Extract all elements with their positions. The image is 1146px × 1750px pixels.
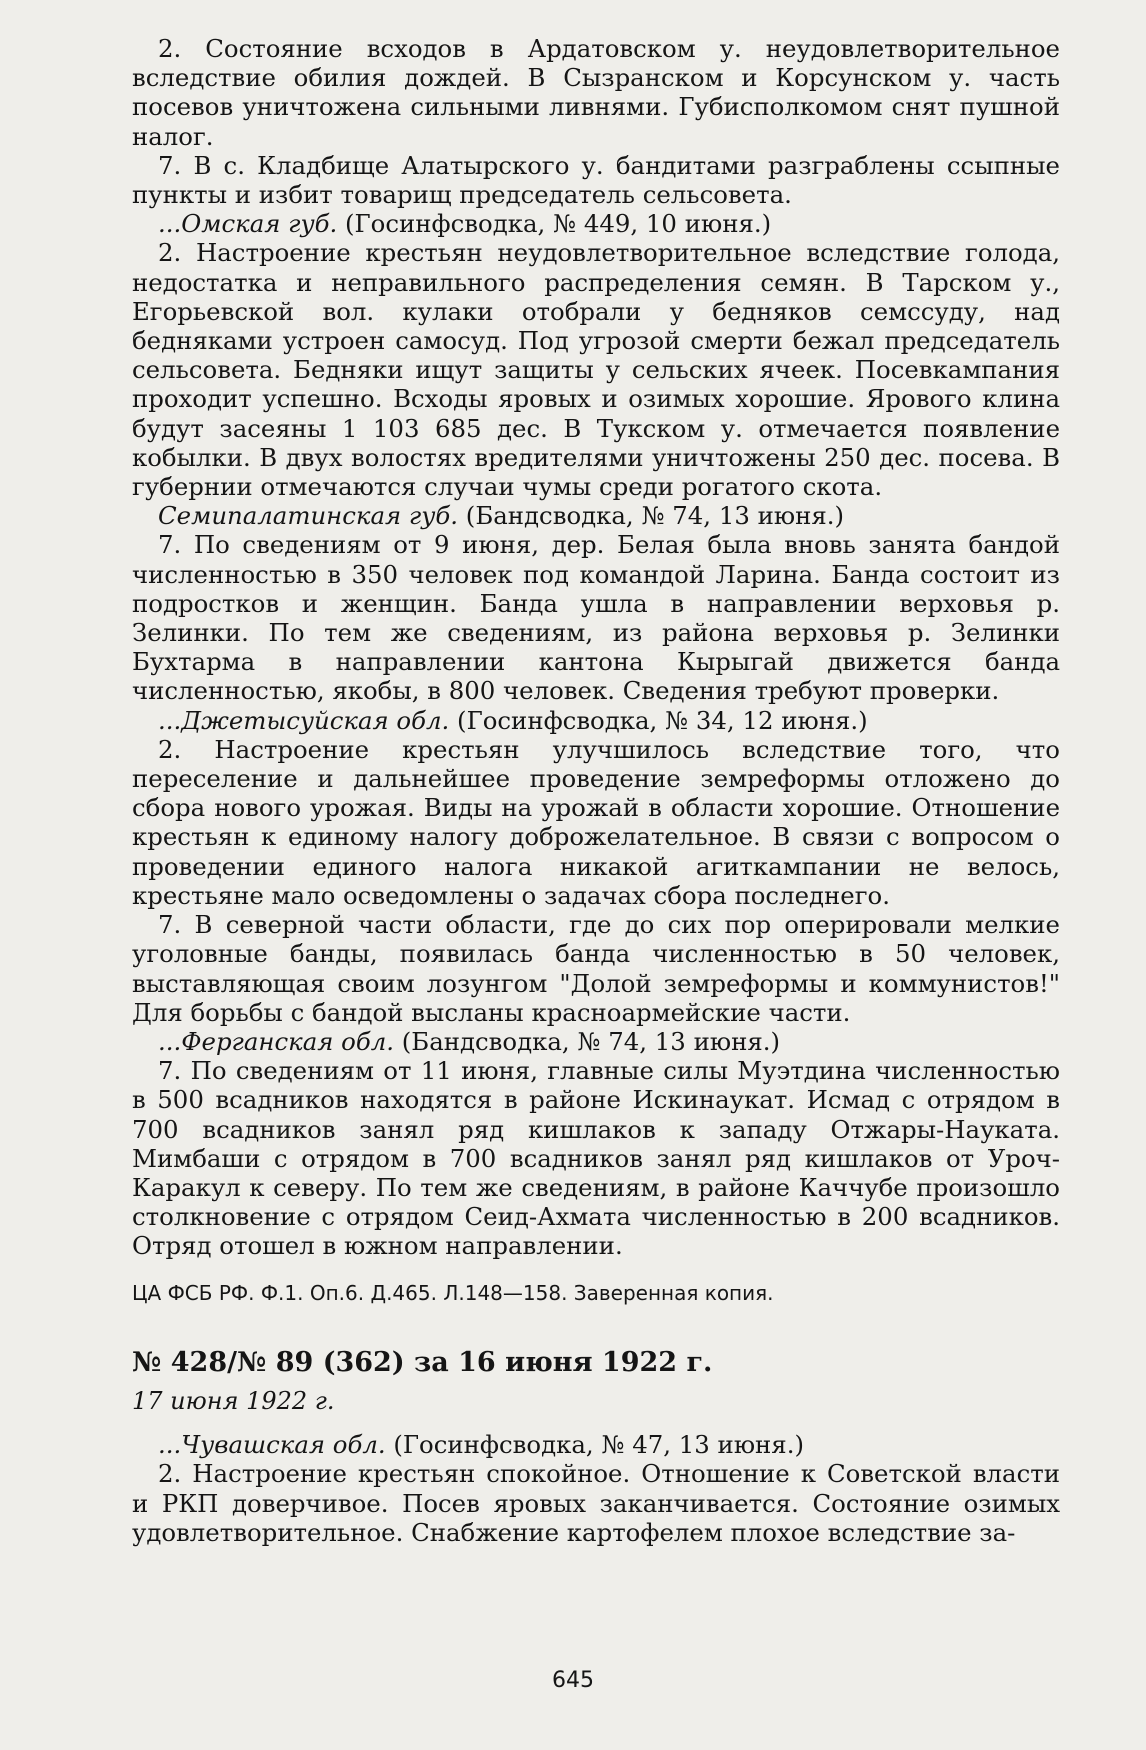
paragraph: 2. Состояние всходов в Ардатовском у. неудовлетворительное вследствие обилия дождей. В Сызранском и Корсунском у. часть посевов уничтожена сильными ливнями. Губисполкомом снят пушной налог. (132, 34, 1060, 151)
document-body (132, 34, 1060, 1261)
source-region: ...Ферганская обл. (158, 1026, 395, 1056)
source-line (132, 209, 1060, 238)
source-region: ...Чувашская обл. (158, 1430, 386, 1460)
source-region: ...Омская губ. (158, 209, 338, 239)
source-ref: (Госинфсводка, № 47, 13 июня.) (385, 1430, 804, 1460)
paragraph: 7. По сведениям от 11 июня, главные силы Муэтдина численностью в 500 всадников находятся в районе Искинаукат. Исмад с отрядом в 700 всадников занял ряд кишлаков к западу Отжары-Науката. Мимбаши с отрядом в 700 всадников занял ряд кишлаков от Уроч-Каракул к северу. По тем же сведениям, в районе Каччубе произошло столкновение с отрядом Сеид-Ахмата численностью в 200 всадников. Отряд отошел в южном направлении. (132, 1056, 1060, 1261)
source-line (132, 501, 1060, 530)
source-ref: (Госинфсводка, № 34, 12 июня.) (449, 705, 868, 735)
paragraph: 7. По сведениям от 9 июня, дер. Белая была вновь занята бандой численностью в 350 человек под командой Ларина. Банда состоит из подростков и женщин. Банда ушла в направлении верховья р. Зелинки. По тем же сведениям, из района верховья р. Зелинки Бухтарма в направлении кантона Кырыгай движется банда численностью, якобы, в 800 человек. Сведения требуют проверки. (132, 530, 1060, 706)
page-number: 645 (552, 1668, 594, 1693)
paragraph: 7. В северной части области, где до сих пор оперировали мелкие уголовные банды, появилась банда численностью в 50 человек, выставляющая своим лозунгом "Долой земреформы и коммунистов!" Для борьбы с бандой высланы красноармейские части. (132, 910, 1060, 1027)
document-date: 17 июня 1922 г. (132, 1386, 335, 1415)
source-line (132, 1027, 1060, 1056)
paragraph: 2. Настроение крестьян неудовлетворительное вследствие голода, недостатка и неправильного распределения семян. В Тарском у., Егорьевской вол. кулаки отобрали у бедняков семссуду, над бедняками устроен самосуд. Под угрозой смерти бежал председатель сельсовета. Бедняки ищут защиты у сельских ячеек. Посевкампания проходит успешно. Всходы яровых и озимых хорошие. Ярового клина будут засеяны 1 103 685 дес. В Тукском у. отмечается появление кобылки. В двух волостях вредителями уничтожены 250 дес. посева. В губернии отмечаются случаи чумы среди рогатого скота. (132, 238, 1060, 502)
paragraph: 2. Настроение крестьян спокойное. Отношение к Советской власти и РКП доверчивое. Посев яровых заканчивается. Состояние озимых удовлетворительное. Снабжение картофелем плохое вследствие за- (132, 1459, 1060, 1547)
source-line (132, 1430, 1060, 1459)
source-line (132, 706, 1060, 735)
source-ref: (Госинфсводка, № 449, 10 июня.) (337, 209, 772, 239)
paragraph: 2. Настроение крестьян улучшилось вследствие того, что переселение и дальнейшее проведение земреформы отложено до сбора нового урожая. Виды на урожай в области хорошие. Отношение крестьян к единому налогу доброжелательное. В связи с вопросом о проведении единого налога никакой агиткампании не велось, крестьяне мало осведомлены о задачах сбора последнего. (132, 734, 1060, 910)
source-ref: (Бандсводка, № 74, 13 июня.) (458, 501, 845, 531)
source-ref: (Бандсводка, № 74, 13 июня.) (394, 1026, 780, 1056)
paragraph: 7. В с. Кладбище Алатырского у. бандитами разграблены ссыпные пункты и избит товарищ председатель сельсовета. (132, 150, 1060, 210)
archive-reference: ЦА ФСБ РФ. Ф.1. Оп.6. Д.465. Л.148—158. Заверенная копия. (132, 1280, 774, 1305)
source-region: ...Джетысуйская обл. (158, 705, 450, 735)
source-region: Семипалатинская губ. (158, 501, 459, 531)
document-heading: № 428/№ 89 (362) за 16 июня 1922 г. (132, 1346, 713, 1378)
